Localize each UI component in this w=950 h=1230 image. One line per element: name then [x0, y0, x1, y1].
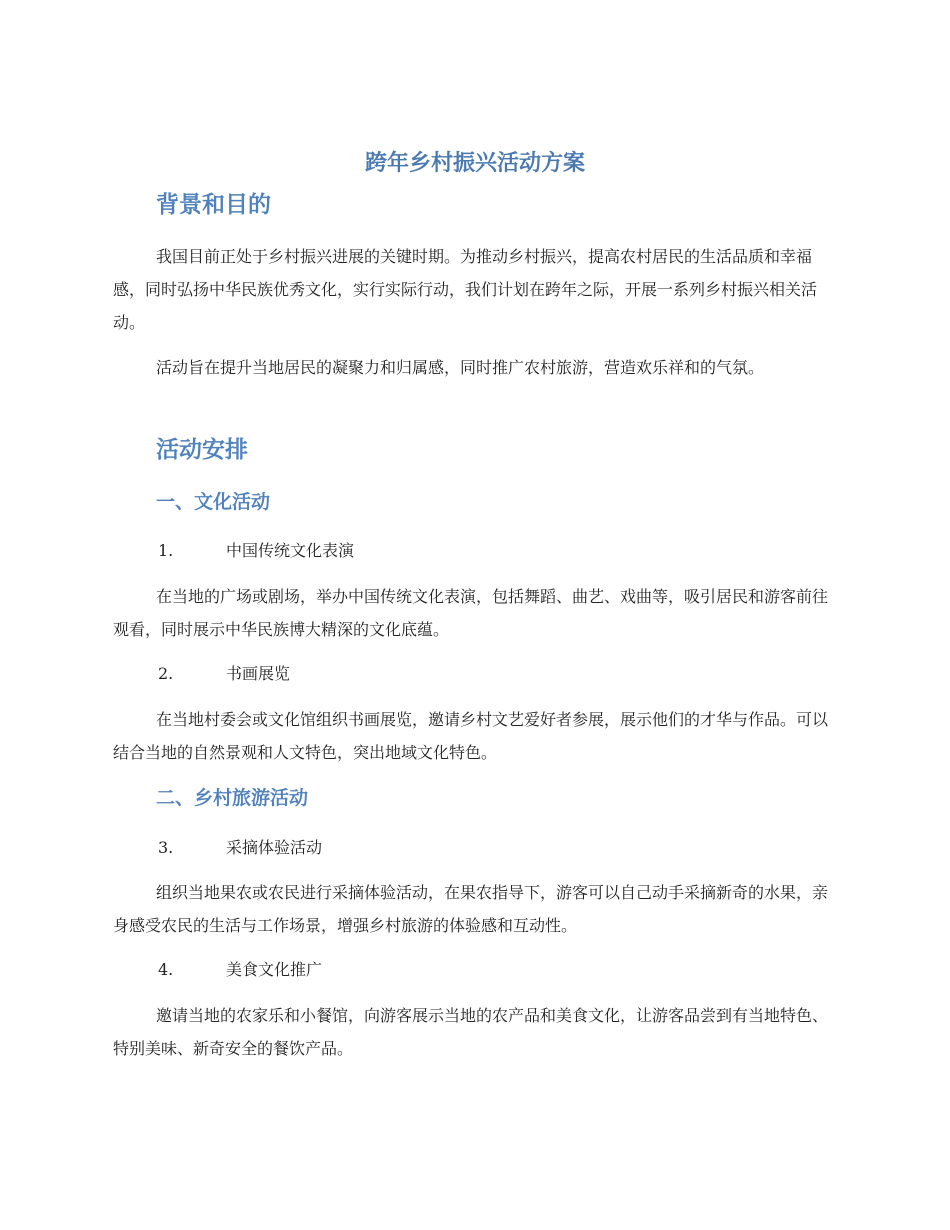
section-heading-background: 背景和目的 [156, 192, 271, 218]
list-item-label: 美食文化推广 [226, 960, 323, 979]
list-item-label: 中国传统文化表演 [226, 541, 355, 560]
document-title: 跨年乡村振兴活动方案 [364, 151, 585, 176]
list-item-number: 2. [158, 664, 174, 683]
list-item-1 [158, 536, 354, 566]
list-item-label: 采摘体验活动 [226, 838, 323, 857]
section-heading-arrangement: 活动安排 [156, 437, 248, 463]
list-item-2-description: 在当地村委会或文化馆组织书画展览，邀请乡村文艺爱好者参展，展示他们的才华与作品。可以结合当地的自然景观和人文特色，突出地域文化特色。 [113, 710, 829, 762]
subsection-heading-tourism: 二、乡村旅游活动 [156, 787, 309, 809]
list-item-number: 3. [158, 838, 174, 857]
background-paragraph-2: 活动旨在提升当地居民的凝聚力和归属感，同时推广农村旅游，营造欢乐祥和的气氛。 [156, 358, 765, 377]
list-item-4 [158, 955, 322, 985]
subsection-heading-culture: 一、文化活动 [156, 491, 271, 513]
list-item-4-description: 邀请当地的农家乐和小餐馆，向游客展示当地的农产品和美食文化，让游客品尝到有当地特色、特别美味、新奇安全的餐饮产品。 [113, 1006, 829, 1058]
list-item-1-description: 在当地的广场或剧场，举办中国传统文化表演，包括舞蹈、曲艺、戏曲等，吸引居民和游客前往观看，同时展示中华民族博大精深的文化底蕴。 [113, 587, 829, 639]
list-item-3 [158, 833, 322, 863]
list-item-number: 1. [158, 541, 174, 560]
list-item-2 [158, 659, 290, 689]
list-item-3-description: 组织当地果农或农民进行采摘体验活动，在果农指导下，游客可以自己动手采摘新奇的水果，亲身感受农民的生活与工作场景，增强乡村旅游的体验感和互动性。 [113, 883, 829, 935]
list-item-number: 4. [158, 960, 174, 979]
background-paragraph-1: 我国目前正处于乡村振兴进展的关键时期。为推动乡村振兴，提高农村居民的生活品质和幸福感，同时弘扬中华民族优秀文化，实行实际行动，我们计划在跨年之际，开展一系列乡村振兴相关活动。 [113, 247, 818, 332]
list-item-label: 书画展览 [226, 664, 291, 683]
